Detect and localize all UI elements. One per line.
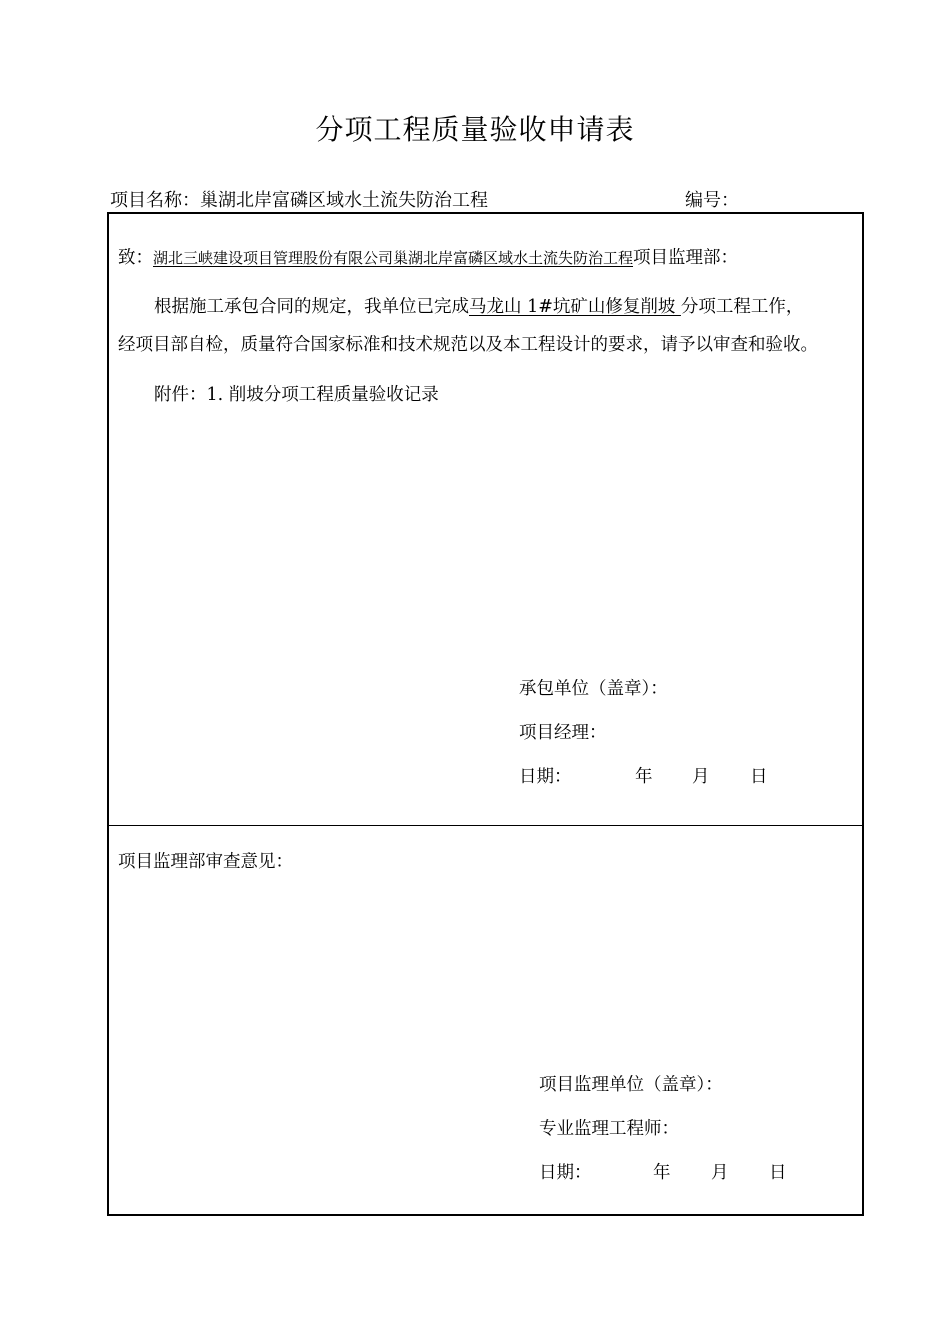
supervising-engineer-label: 专业监理工程师： [539, 1119, 679, 1139]
application-date-label: 日期： [519, 767, 572, 787]
application-year-label: 年 [635, 767, 653, 787]
application-body-line-1 [154, 293, 803, 318]
review-day-label: 日 [769, 1163, 787, 1183]
attachment-line: 附件：1. 削坡分项工程质量验收记录 [154, 385, 439, 405]
body-prefix: 根据施工承包合同的规定，我单位已完成 [154, 297, 469, 317]
work-item: 马龙山 1#坑矿山修复削坡 [469, 297, 681, 317]
project-name-value: 巢湖北岸富磷区域水土流失防治工程 [200, 190, 488, 211]
body-suffix: 分项工程工作， [680, 297, 804, 317]
form-number-label: 编号： [685, 190, 739, 211]
section-divider [109, 825, 862, 826]
review-opinion-label: 项目监理部审查意见： [118, 852, 293, 872]
review-month-label: 月 [711, 1163, 729, 1183]
supervisor-unit-seal-label: 项目监理单位（盖章）： [539, 1075, 723, 1095]
application-body-line-2: 经项目部自检，质量符合国家标准和技术规范以及本工程设计的要求，请予以审查和验收。 [118, 335, 818, 355]
application-day-label: 日 [750, 767, 768, 787]
application-month-label: 月 [692, 767, 710, 787]
review-date-label: 日期： [539, 1163, 592, 1183]
addressee-suffix: 项目监理部： [633, 248, 739, 268]
review-year-label: 年 [653, 1163, 671, 1183]
project-name-row [110, 186, 488, 212]
page-title: 分项工程质量验收申请表 [315, 113, 635, 146]
to-label: 致： [118, 248, 153, 268]
project-manager-label: 项目经理： [519, 723, 607, 743]
addressee-organization: 湖北三峡建设项目管理股份有限公司巢湖北岸富磷区域水土流失防治工程 [153, 249, 634, 267]
contractor-seal-label: 承包单位（盖章）： [519, 679, 668, 699]
application-form [107, 212, 864, 1216]
addressee-line [118, 244, 738, 269]
project-name-label: 项目名称： [110, 190, 200, 211]
